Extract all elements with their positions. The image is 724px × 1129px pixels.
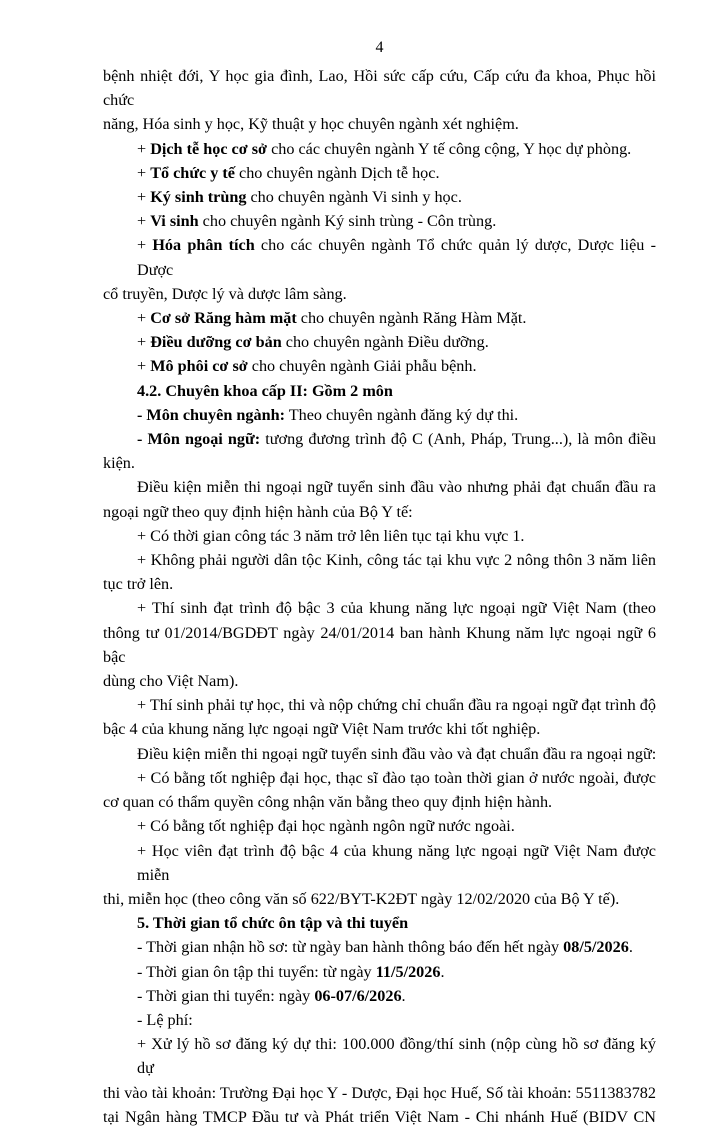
text-line	[103, 306, 656, 330]
text-span: cho chuyên ngành Giải phẫu bệnh.	[247, 357, 477, 376]
text-line	[103, 354, 656, 378]
text-line	[103, 64, 656, 112]
text-span: + Xử lý hồ sơ đăng ký dự thi: 100.000 đồng/thí sinh (nộp cùng hồ sơ đăng ký dự	[137, 1035, 656, 1078]
text-line	[103, 1032, 656, 1080]
bold-text: Hóa phân tích	[152, 236, 255, 255]
text-line	[103, 209, 656, 233]
text-span: cho các chuyên ngành Tổ chức quản lý dược, Dược liệu - Dược	[137, 236, 656, 279]
text-line	[103, 887, 656, 911]
bold-text: Cơ sở Răng hàm mặt	[150, 309, 297, 328]
bold-text: Vi sinh	[150, 212, 199, 231]
text-line	[103, 621, 656, 669]
bold-text: 11/5/2026	[375, 962, 441, 981]
text-span: +	[137, 236, 153, 255]
bold-text: 4.2. Chuyên khoa cấp II: Gồm 2 môn	[137, 381, 393, 400]
bold-text: Ký sinh trùng	[150, 188, 247, 207]
text-span: tại Ngân hàng TMCP Đầu tư và Phát triển Việt Nam - Chi nhánh Huế (BIDV CN	[103, 1107, 656, 1126]
text-span: + Thí sinh phải tự học, thi và nộp chứng chỉ chuẩn đầu ra ngoại ngữ đạt trình độ	[137, 696, 656, 715]
text-span: +	[137, 357, 151, 376]
text-span: .	[440, 962, 445, 981]
text-line	[103, 1081, 656, 1105]
text-line	[103, 669, 656, 693]
text-line	[103, 814, 656, 838]
document-page	[103, 38, 656, 1129]
bold-text: - Môn chuyên ngành:	[137, 405, 285, 424]
text-span: +	[137, 309, 151, 328]
text-line	[103, 475, 656, 499]
text-line	[103, 911, 656, 935]
text-line	[103, 717, 656, 741]
text-span: cổ truyền, Dược lý và dược lâm sàng.	[103, 284, 347, 303]
text-line	[103, 1105, 656, 1129]
text-line	[103, 330, 656, 354]
text-line	[103, 112, 656, 136]
text-line	[103, 379, 656, 403]
text-span: - Thời gian thi tuyển: ngày	[137, 986, 315, 1005]
text-span: ngoại ngữ theo quy định hiện hành của Bộ Y tế:	[103, 502, 413, 521]
text-span: + Không phải người dân tộc Kinh, công tác tại khu vực 2 nông thôn 3 năm liên	[137, 551, 656, 570]
text-span: bậc 4 của khung năng lực ngoại ngữ Việt Nam trước khi tốt nghiệp.	[103, 720, 541, 739]
text-span: thi, miễn học (theo công văn số 622/BYT-K2ĐT ngày 12/02/2020 của Bộ Y tế).	[103, 889, 620, 908]
text-line	[103, 742, 656, 766]
bold-text: 5. Thời gian tổ chức ôn tập và thi tuyển	[137, 914, 409, 933]
text-line	[103, 427, 656, 451]
bold-text: 08/5/2026	[563, 938, 629, 957]
text-line	[103, 161, 656, 185]
text-span: cho chuyên ngành Điều dưỡng.	[281, 333, 489, 352]
text-span: cho chuyên ngành Dịch tễ học.	[234, 163, 440, 182]
text-span: - Lệ phí:	[137, 1010, 193, 1029]
bold-text: Mô phôi cơ sở	[150, 357, 248, 376]
bold-text: Tổ chức y tế	[150, 163, 235, 182]
text-span: .	[401, 986, 406, 1005]
text-line	[103, 548, 656, 572]
text-span: cho các chuyên ngành Y tế công cộng, Y học dự phòng.	[267, 139, 632, 158]
text-span: cho chuyên ngành Ký sinh trùng - Côn trùng.	[198, 212, 497, 231]
text-span: .	[628, 938, 633, 957]
text-line	[103, 282, 656, 306]
text-span: tục trở lên.	[103, 575, 174, 594]
text-span: kiện.	[103, 454, 135, 473]
bold-text: 06-07/6/2026	[314, 986, 402, 1005]
text-line	[103, 500, 656, 524]
text-line	[103, 572, 656, 596]
text-span: Điều kiện miễn thi ngoại ngữ tuyển sinh đầu vào và đạt chuẩn đầu ra ngoại ngữ:	[137, 744, 657, 763]
text-span: Theo chuyên ngành đăng ký dự thi.	[284, 405, 519, 424]
text-span: Điều kiện miễn thi ngoại ngữ tuyển sinh đầu vào nhưng phải đạt chuẩn đầu ra	[137, 478, 656, 497]
text-line	[103, 403, 656, 427]
text-line	[103, 137, 656, 161]
text-span: +	[137, 212, 151, 231]
text-span: cho chuyên ngành Vi sinh y học.	[246, 188, 462, 207]
text-line	[103, 984, 656, 1008]
text-line	[103, 839, 656, 887]
text-span: +	[137, 188, 151, 207]
text-span: - Thời gian nhận hồ sơ: từ ngày ban hành thông báo đến hết ngày	[137, 938, 564, 957]
text-line	[103, 185, 656, 209]
text-line	[103, 233, 656, 281]
text-span: + Thí sinh đạt trình độ bậc 3 của khung năng lực ngoại ngữ Việt Nam (theo	[137, 599, 656, 618]
text-line	[103, 790, 656, 814]
page-number: 4	[375, 39, 384, 56]
text-span: cơ quan có thẩm quyền công nhận văn bằng theo quy định hiện hành.	[103, 793, 553, 812]
text-line	[103, 524, 656, 548]
text-span: cho chuyên ngành Răng Hàm Mặt.	[296, 309, 527, 328]
bold-text: - Môn ngoại ngữ:	[137, 430, 261, 449]
text-span: +	[137, 163, 151, 182]
text-line	[103, 1008, 656, 1032]
text-span: + Học viên đạt trình độ bậc 4 của khung năng lực ngoại ngữ Việt Nam được miễn	[137, 841, 656, 884]
text-line	[103, 935, 656, 959]
document-body	[103, 64, 656, 1129]
text-span: - Thời gian ôn tập thi tuyển: từ ngày	[137, 962, 376, 981]
text-span: +	[137, 139, 151, 158]
text-span: +	[137, 333, 151, 352]
text-span: dùng cho Việt Nam).	[103, 672, 239, 691]
text-span: thi vào tài khoản: Trường Đại học Y - Dược, Đại học Huế, Số tài khoản: 5511383782	[103, 1083, 656, 1102]
text-span: + Có bằng tốt nghiệp đại học, thạc sĩ đào tạo toàn thời gian ở nước ngoài, được	[137, 768, 656, 787]
text-line	[103, 451, 656, 475]
text-span: + Có thời gian công tác 3 năm trở lên liên tục tại khu vực 1.	[137, 526, 525, 545]
text-span: + Có bằng tốt nghiệp đại học ngành ngôn ngữ nước ngoài.	[137, 817, 515, 836]
text-span: thông tư 01/2014/BGDĐT ngày 24/01/2014 ban hành Khung năm lực ngoại ngữ 6 bậc	[103, 623, 656, 666]
text-span: bệnh nhiệt đới, Y học gia đình, Lao, Hồi sức cấp cứu, Cấp cứu đa khoa, Phục hồi chức	[103, 67, 656, 110]
text-span: năng, Hóa sinh y học, Kỹ thuật y học chuyên ngành xét nghiệm.	[103, 115, 519, 134]
text-line	[103, 693, 656, 717]
text-line	[103, 766, 656, 790]
bold-text: Điều dưỡng cơ bản	[150, 333, 282, 352]
text-line	[103, 596, 656, 620]
bold-text: Dịch tễ học cơ sở	[150, 139, 268, 158]
text-line	[103, 960, 656, 984]
text-span: tương đương trình độ C (Anh, Pháp, Trung...), là môn điều	[260, 430, 656, 449]
